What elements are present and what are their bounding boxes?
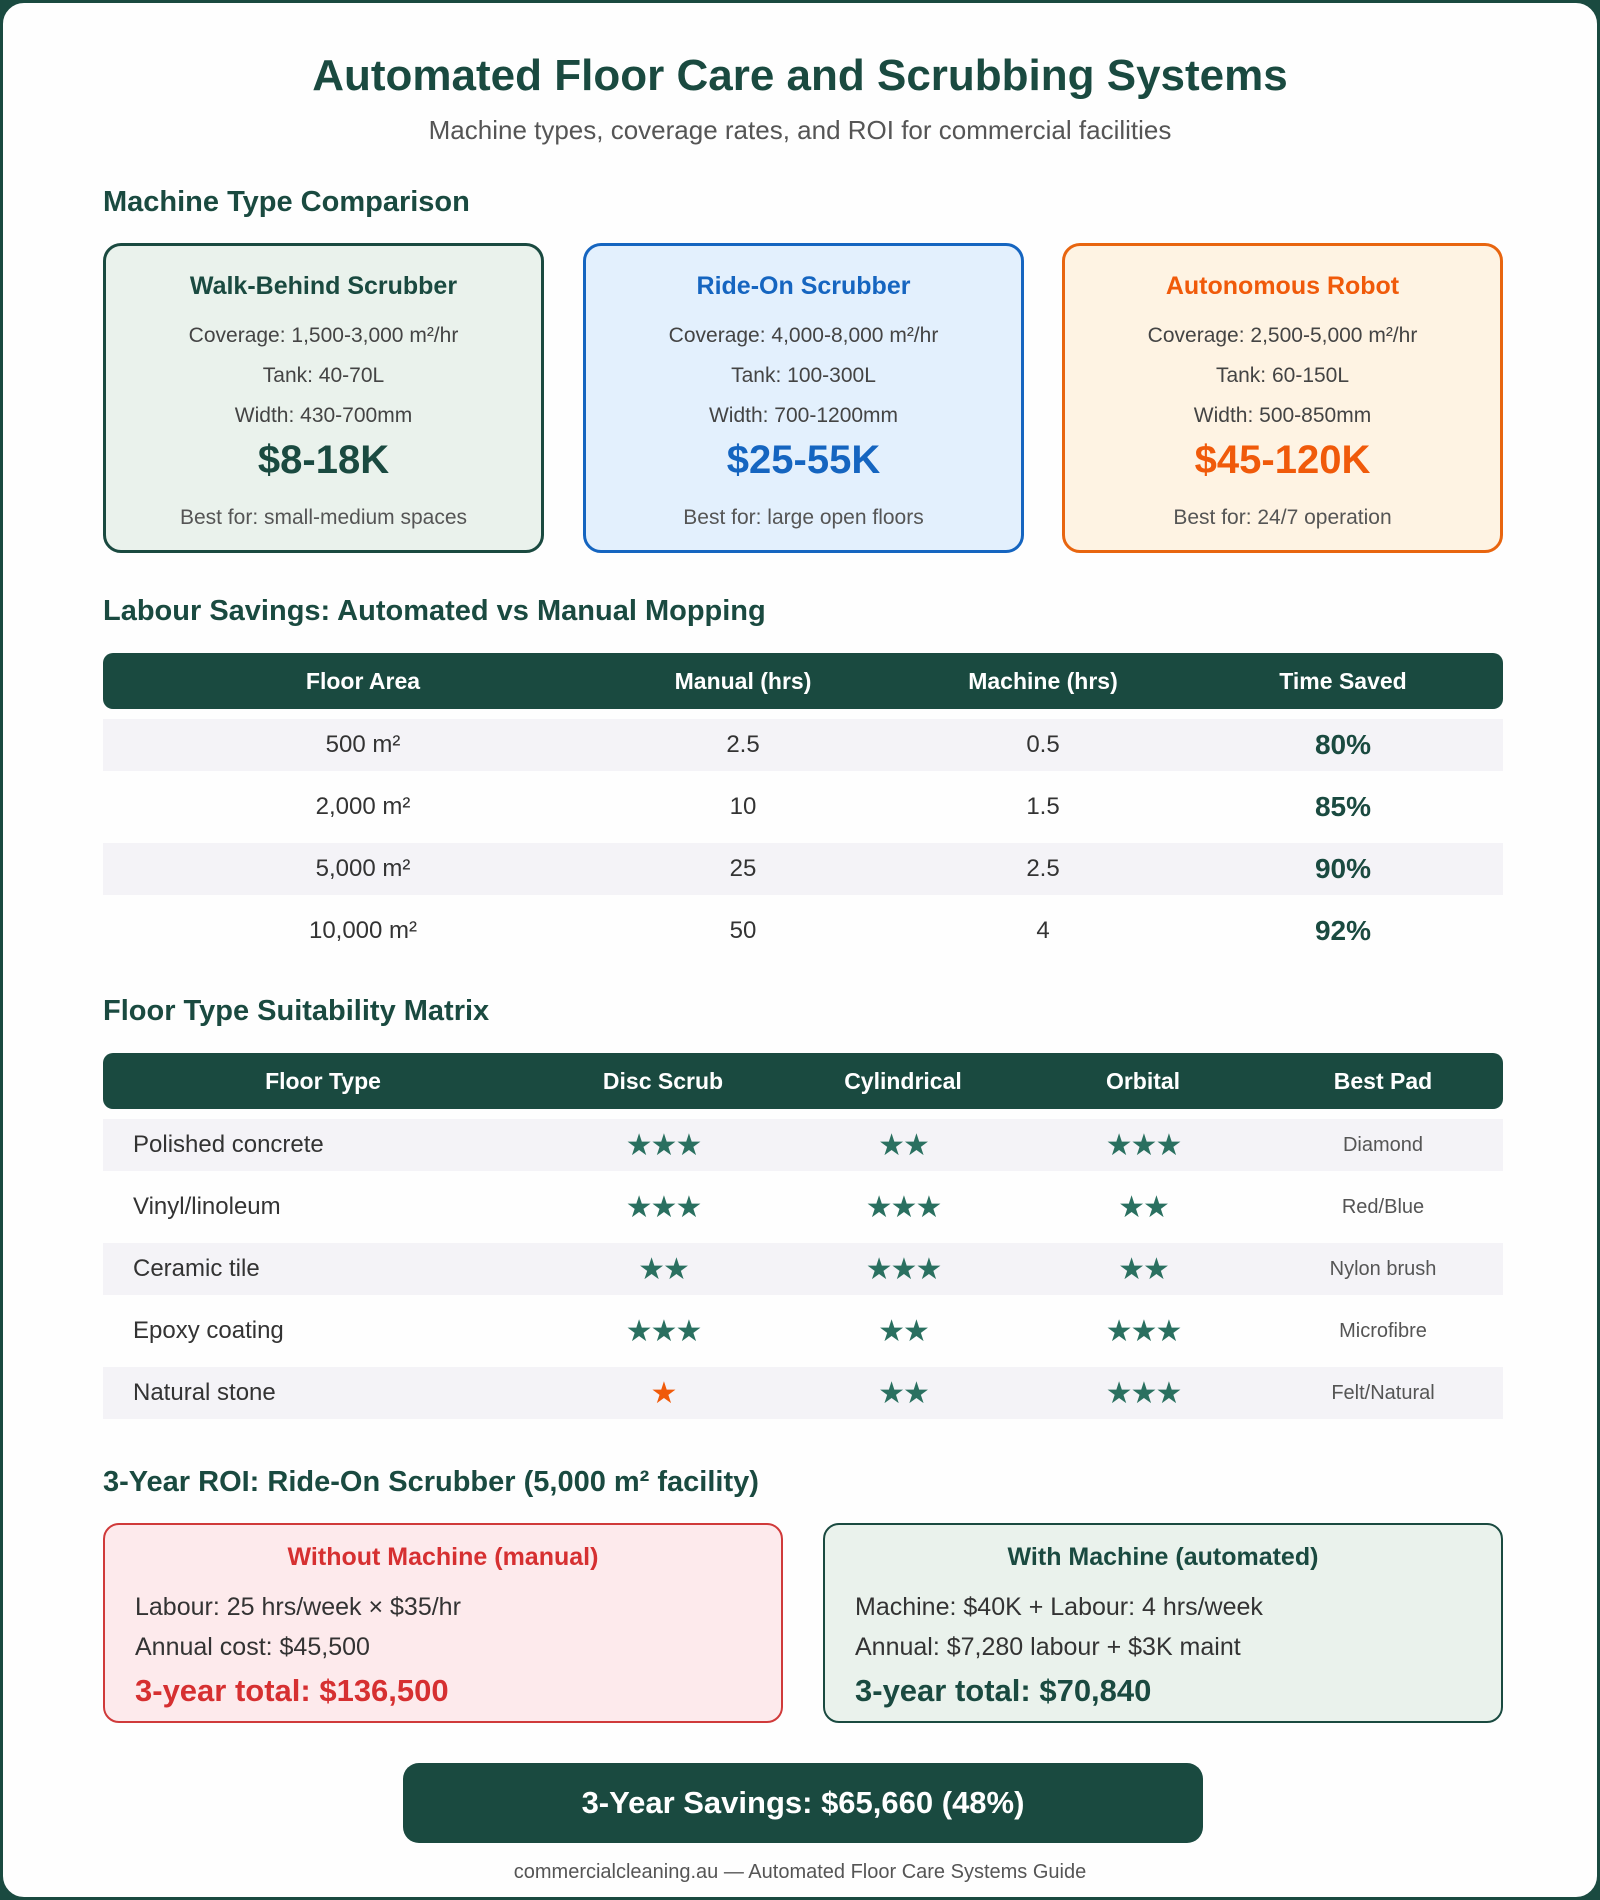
star-rating-icon: ★★ [878, 1128, 928, 1162]
best-pad-cell: Diamond [1342, 1133, 1424, 1156]
machine-best-for: Best for: small-medium spaces [179, 506, 468, 529]
best-pad-cell: Felt/Natural [1331, 1381, 1435, 1404]
savings-banner: 3-Year Savings: $65,660 (48%) [403, 1763, 1203, 1843]
table-header [103, 1053, 1503, 1109]
star-rating-icon: ★★★ [1105, 1314, 1181, 1348]
star-rating-icon: ★★★ [1105, 1376, 1181, 1410]
page-title: Automated Floor Care and Scrubbing Systems [312, 51, 1288, 100]
machine-coverage: Coverage: 2,500-5,000 m²/hr [1147, 324, 1418, 347]
column-header: Time Saved [1279, 667, 1407, 694]
star-rating-icon: ★ [650, 1376, 676, 1410]
floor-type-cell: Natural stone [133, 1379, 276, 1406]
roi-heading: 3-Year ROI: Ride-On Scrubber (5,000 m² facility) [103, 1466, 759, 1498]
machine-tank: Tank: 40-70L [262, 364, 385, 387]
machine-tank: Tank: 100-300L [731, 364, 876, 387]
machine-price: $25-55K [726, 438, 881, 482]
star-rating-icon: ★★★ [625, 1128, 701, 1162]
machine-best-for: Best for: 24/7 operation [1173, 506, 1392, 529]
column-header: Orbital [1105, 1067, 1181, 1094]
labour-savings-table [103, 653, 1503, 957]
table-row [103, 905, 1503, 957]
roi-line: Machine: $40K + Labour: 4 hrs/week [855, 1593, 1263, 1621]
star-rating-icon: ★★★ [865, 1190, 941, 1224]
time-saved-cell: 80% [1314, 729, 1372, 760]
floor-area-cell: 5,000 m² [315, 855, 411, 882]
suitability-matrix-table [103, 1053, 1503, 1419]
time-saved-cell: 92% [1314, 915, 1372, 946]
best-pad-cell: Red/Blue [1341, 1195, 1425, 1218]
machine-price: $45-120K [1194, 438, 1371, 482]
machine-best-for: Best for: large open floors [683, 506, 924, 529]
machine-width: Width: 700-1200mm [708, 404, 899, 427]
manual-hours-cell: 50 [729, 917, 757, 944]
manual-hours-cell: 25 [729, 855, 757, 882]
floor-area-cell: 2,000 m² [315, 793, 411, 820]
roi-box-title: With Machine (automated) [1007, 1543, 1319, 1571]
suitability-matrix-heading: Floor Type Suitability Matrix [103, 995, 490, 1027]
table-row [103, 719, 1503, 771]
star-rating-icon: ★★★ [865, 1252, 941, 1286]
star-rating-icon: ★★★ [1105, 1128, 1181, 1162]
star-rating-icon: ★★ [638, 1252, 688, 1286]
star-rating-icon: ★★★ [625, 1314, 701, 1348]
table-row [103, 1119, 1503, 1171]
star-rating-icon: ★★ [1118, 1190, 1168, 1224]
machine-card-autonomous [1062, 243, 1503, 553]
roi-box-title: Without Machine (manual) [287, 1543, 599, 1571]
page-subtitle: Machine types, coverage rates, and ROI for commercial facilities [428, 115, 1172, 145]
roi-with-machine-box [823, 1523, 1503, 1723]
table-row [103, 781, 1503, 833]
best-pad-cell: Microfibre [1339, 1319, 1427, 1342]
machine-card-walk-behind [103, 243, 544, 553]
star-rating-icon: ★★ [878, 1314, 928, 1348]
machine-width: Width: 500-850mm [1193, 404, 1372, 427]
floor-type-cell: Epoxy coating [133, 1317, 284, 1344]
roi-line: Labour: 25 hrs/week × $35/hr [135, 1593, 461, 1621]
floor-type-cell: Polished concrete [133, 1131, 324, 1158]
machine-hours-cell: 1.5 [1026, 793, 1060, 820]
machine-card-ride-on [583, 243, 1024, 553]
machine-coverage: Coverage: 4,000-8,000 m²/hr [668, 324, 939, 347]
floor-area-cell: 10,000 m² [308, 917, 418, 944]
labour-savings-heading: Labour Savings: Automated vs Manual Mopping [103, 595, 766, 627]
machine-coverage: Coverage: 1,500-3,000 m²/hr [188, 324, 459, 347]
roi-line: Annual cost: $45,500 [135, 1633, 370, 1661]
machine-hours-cell: 2.5 [1026, 855, 1060, 882]
machine-tank: Tank: 60-150L [1215, 364, 1350, 387]
machine-hours-cell: 4 [1036, 917, 1050, 944]
machine-price: $8-18K [257, 438, 390, 482]
roi-total: 3-year total: $136,500 [135, 1673, 449, 1708]
manual-hours-cell: 2.5 [726, 731, 760, 758]
column-header: Machine (hrs) [968, 667, 1118, 694]
column-header: Floor Area [305, 667, 421, 694]
table-row [103, 1367, 1503, 1419]
machine-hours-cell: 0.5 [1026, 731, 1060, 758]
manual-hours-cell: 10 [729, 793, 757, 820]
machine-width: Width: 430-700mm [234, 404, 413, 427]
column-header: Floor Type [265, 1067, 381, 1094]
table-row [103, 843, 1503, 895]
column-header: Cylindrical [844, 1067, 962, 1094]
machine-name: Autonomous Robot [1165, 272, 1400, 300]
roi-total: 3-year total: $70,840 [855, 1673, 1152, 1708]
table-row [103, 1243, 1503, 1295]
table-header [103, 653, 1503, 709]
footer-credit: commercialcleaning.au — Automated Floor Care Systems Guide [513, 1861, 1087, 1883]
star-rating-icon: ★★★ [625, 1190, 701, 1224]
floor-type-cell: Ceramic tile [133, 1255, 260, 1282]
star-rating-icon: ★★ [878, 1376, 928, 1410]
best-pad-cell: Nylon brush [1329, 1257, 1437, 1280]
star-rating-icon: ★★ [1118, 1252, 1168, 1286]
machine-name: Ride-On Scrubber [696, 272, 911, 300]
column-header: Disc Scrub [602, 1067, 724, 1094]
table-row [103, 1305, 1503, 1357]
time-saved-cell: 85% [1314, 791, 1372, 822]
roi-without-machine-box [103, 1523, 783, 1723]
floor-area-cell: 500 m² [325, 731, 401, 758]
machine-comparison-heading: Machine Type Comparison [103, 186, 470, 218]
floor-type-cell: Vinyl/linoleum [133, 1193, 281, 1220]
time-saved-cell: 90% [1314, 853, 1372, 884]
table-row [103, 1181, 1503, 1233]
roi-line: Annual: $7,280 labour + $3K maint [855, 1633, 1241, 1661]
machine-name: Walk-Behind Scrubber [189, 272, 458, 300]
column-header: Manual (hrs) [674, 667, 812, 694]
column-header: Best Pad [1333, 1067, 1433, 1094]
